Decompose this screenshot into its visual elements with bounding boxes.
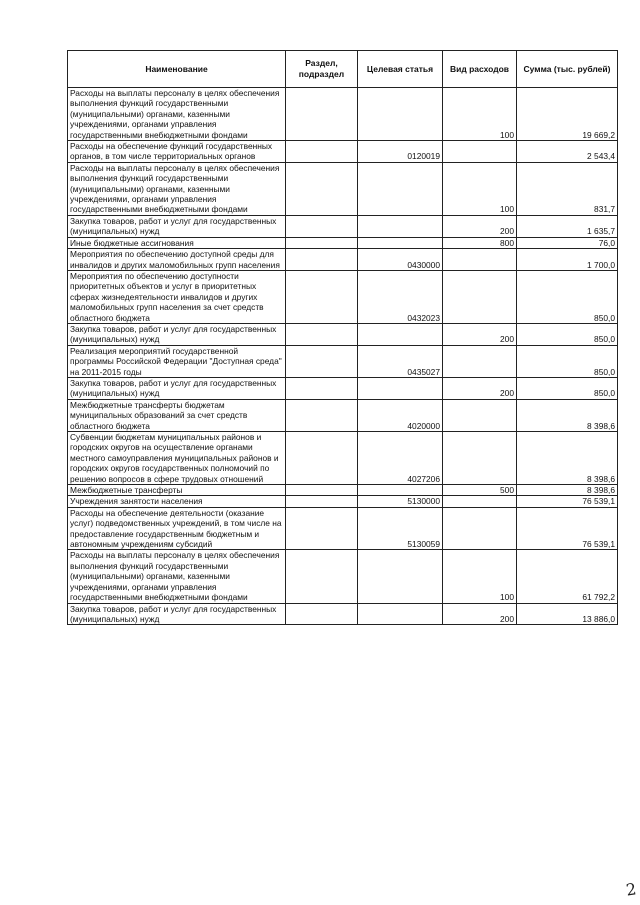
- cell-section: [286, 249, 358, 271]
- header-name: Наименование: [68, 51, 286, 88]
- cell-sum: 1 635,7: [517, 215, 618, 237]
- cell-type: 200: [443, 377, 517, 399]
- cell-target: 0432023: [358, 270, 443, 323]
- cell-name: Учреждения занятости населения: [68, 496, 286, 507]
- cell-section: [286, 270, 358, 323]
- cell-target: 5130000: [358, 496, 443, 507]
- cell-type: [443, 141, 517, 163]
- cell-target: 0120019: [358, 141, 443, 163]
- cell-section: [286, 162, 358, 215]
- cell-sum: 8 398,6: [517, 485, 618, 496]
- cell-sum: 850,0: [517, 345, 618, 377]
- cell-type: 200: [443, 215, 517, 237]
- cell-sum: 76,0: [517, 237, 618, 248]
- cell-type: 100: [443, 88, 517, 141]
- cell-section: [286, 88, 358, 141]
- cell-section: [286, 399, 358, 431]
- cell-sum: 8 398,6: [517, 399, 618, 431]
- cell-type: 200: [443, 323, 517, 345]
- cell-section: [286, 507, 358, 550]
- cell-sum: 8 398,6: [517, 432, 618, 485]
- cell-section: [286, 496, 358, 507]
- cell-name: Закупка товаров, работ и услуг для государственных (муниципальных) нужд: [68, 377, 286, 399]
- cell-sum: 19 669,2: [517, 88, 618, 141]
- cell-name: Реализация мероприятий государственной программы Российской Федерации "Доступная среда" на 2011-2015 годы: [68, 345, 286, 377]
- table-row: [68, 141, 618, 163]
- cell-section: [286, 141, 358, 163]
- cell-section: [286, 345, 358, 377]
- cell-name: Расходы на выплаты персоналу в целях обеспечения выполнения функций государственными (муниципальными) органами, казенными учреждениями, органами управления государственными внебюджетными фондами: [68, 162, 286, 215]
- table-row: [68, 345, 618, 377]
- header-section: Раздел, подраздел: [286, 51, 358, 88]
- page-mark: 2: [624, 879, 638, 900]
- cell-target: 0430000: [358, 249, 443, 271]
- table-header-row: [68, 51, 618, 88]
- cell-sum: 2 543,4: [517, 141, 618, 163]
- cell-type: [443, 270, 517, 323]
- cell-type: [443, 345, 517, 377]
- cell-type: [443, 249, 517, 271]
- cell-section: [286, 323, 358, 345]
- cell-target: 0435027: [358, 345, 443, 377]
- cell-sum: 61 792,2: [517, 550, 618, 603]
- table-row: [68, 507, 618, 550]
- table-body: [68, 88, 618, 625]
- table-row: [68, 88, 618, 141]
- cell-name: Расходы на выплаты персоналу в целях обеспечения выполнения функций государственными (муниципальными) органами, казенными учреждениями, органами управления государственными внебюджетными фондами: [68, 88, 286, 141]
- cell-target: 4020000: [358, 399, 443, 431]
- cell-target: [358, 215, 443, 237]
- cell-target: [358, 323, 443, 345]
- table-row: [68, 377, 618, 399]
- table-row: [68, 270, 618, 323]
- cell-section: [286, 432, 358, 485]
- header-target: Целевая статья: [358, 51, 443, 88]
- cell-section: [286, 215, 358, 237]
- cell-name: Мероприятия по обеспечению доступности приоритетных объектов и услуг в приоритетных сферах жизнедеятельности инвалидов и других маломобильных групп населения за счет средств областного бюджета: [68, 270, 286, 323]
- cell-name: Субвенции бюджетам муниципальных районов и городских округов на осуществление органами местного самоуправления муниципальных районов и городских округов государственных полномочий по решению вопросов в сфере трудовых отношений: [68, 432, 286, 485]
- table-row: [68, 237, 618, 248]
- cell-target: 4027206: [358, 432, 443, 485]
- table-row: [68, 603, 618, 625]
- table-row: [68, 323, 618, 345]
- cell-sum: 76 539,1: [517, 507, 618, 550]
- cell-name: Расходы на обеспечение функций государственных органов, в том числе территориальных органов: [68, 141, 286, 163]
- cell-name: Расходы на выплаты персоналу в целях обеспечения выполнения функций государственными (муниципальными) органами, казенными учреждениями, органами управления государственными внебюджетными фондами: [68, 550, 286, 603]
- cell-type: 100: [443, 550, 517, 603]
- cell-type: [443, 432, 517, 485]
- table-row: [68, 550, 618, 603]
- cell-sum: 850,0: [517, 270, 618, 323]
- table-row: [68, 432, 618, 485]
- cell-name: Межбюджетные трансферты бюджетам муниципальных образований за счет средств областного бюджета: [68, 399, 286, 431]
- cell-section: [286, 377, 358, 399]
- cell-sum: 850,0: [517, 377, 618, 399]
- table-row: [68, 162, 618, 215]
- cell-name: Межбюджетные трансферты: [68, 485, 286, 496]
- cell-type: [443, 496, 517, 507]
- cell-section: [286, 237, 358, 248]
- cell-type: 500: [443, 485, 517, 496]
- cell-section: [286, 603, 358, 625]
- cell-name: Закупка товаров, работ и услуг для государственных (муниципальных) нужд: [68, 215, 286, 237]
- cell-sum: 1 700,0: [517, 249, 618, 271]
- header-sum: Сумма (тыс. рублей): [517, 51, 618, 88]
- cell-target: [358, 550, 443, 603]
- cell-target: [358, 485, 443, 496]
- cell-name: Закупка товаров, работ и услуг для государственных (муниципальных) нужд: [68, 323, 286, 345]
- cell-sum: 831,7: [517, 162, 618, 215]
- cell-name: Иные бюджетные ассигнования: [68, 237, 286, 248]
- cell-name: Закупка товаров, работ и услуг для государственных (муниципальных) нужд: [68, 603, 286, 625]
- cell-type: [443, 399, 517, 431]
- cell-sum: 850,0: [517, 323, 618, 345]
- table-row: [68, 496, 618, 507]
- cell-target: 5130059: [358, 507, 443, 550]
- budget-table: [67, 50, 618, 625]
- cell-sum: 76 539,1: [517, 496, 618, 507]
- table-row: [68, 249, 618, 271]
- cell-sum: 13 886,0: [517, 603, 618, 625]
- table-row: [68, 485, 618, 496]
- header-type: Вид расходов: [443, 51, 517, 88]
- cell-section: [286, 550, 358, 603]
- table-row: [68, 399, 618, 431]
- cell-type: 800: [443, 237, 517, 248]
- cell-target: [358, 237, 443, 248]
- cell-target: [358, 88, 443, 141]
- cell-type: 200: [443, 603, 517, 625]
- cell-target: [358, 162, 443, 215]
- cell-target: [358, 377, 443, 399]
- cell-name: Расходы на обеспечение деятельности (оказание услуг) подведомственных учреждений, в том числе на предоставление государственным бюджетным и автономным учреждениям субсидий: [68, 507, 286, 550]
- table-row: [68, 215, 618, 237]
- cell-target: [358, 603, 443, 625]
- cell-section: [286, 485, 358, 496]
- cell-type: [443, 507, 517, 550]
- cell-type: 100: [443, 162, 517, 215]
- cell-name: Мероприятия по обеспечению доступной среды для инвалидов и других маломобильных групп населения: [68, 249, 286, 271]
